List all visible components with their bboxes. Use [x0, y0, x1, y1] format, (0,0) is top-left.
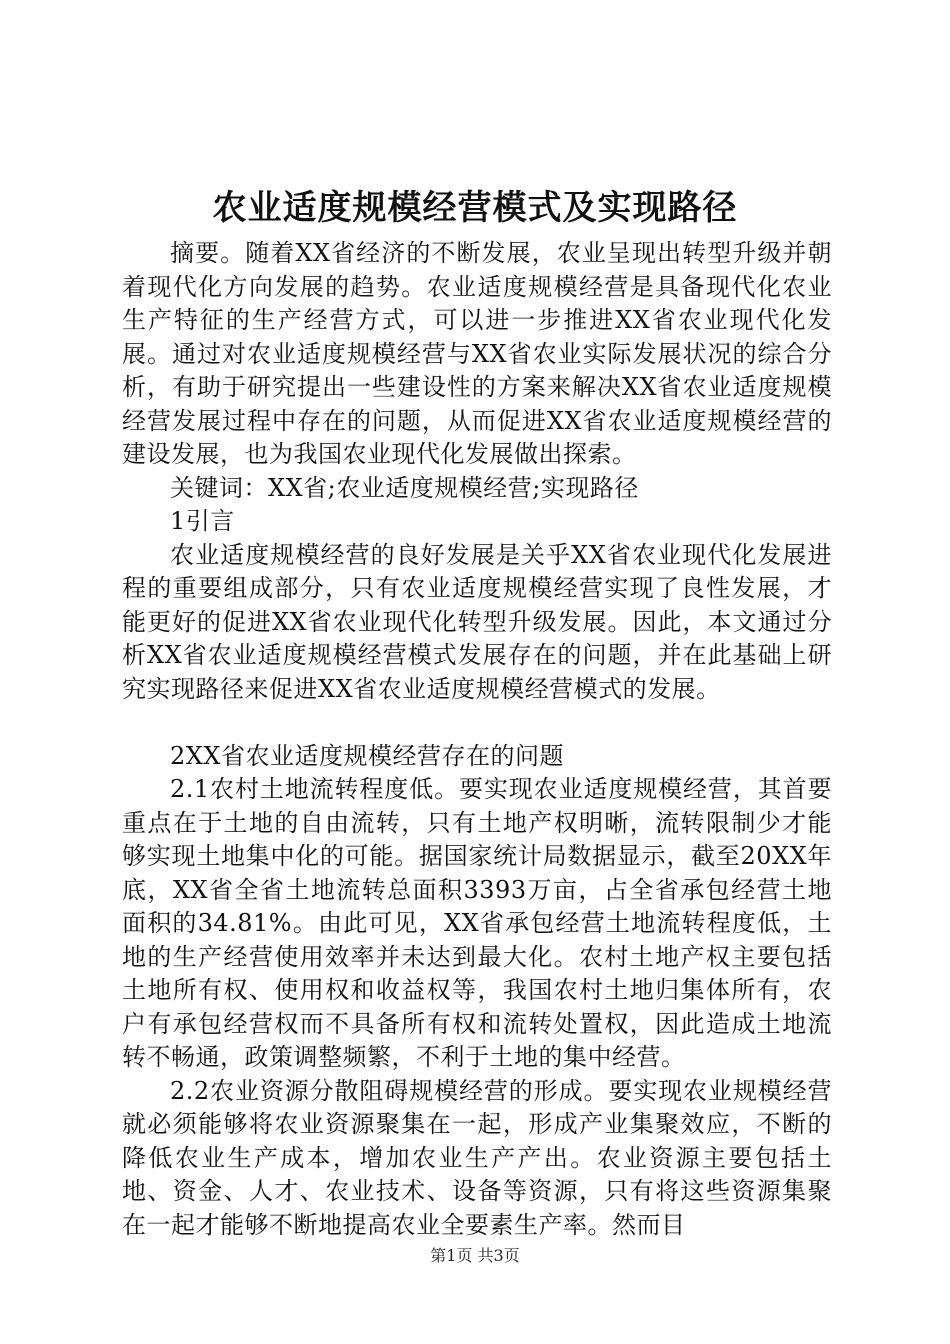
section-1-heading: 1引言	[170, 507, 235, 535]
page-footer: 第1页 共3页	[430, 1246, 520, 1265]
document-body	[122, 237, 832, 1242]
section-2-heading: 2XX省农业适度规模经营存在的问题	[170, 741, 564, 770]
section-2-2-paragraph: 2.2农业资源分散阻碍规模经营的形成。要实现农业规模经营就必须能够将农业资源聚集在一起，形成产业集聚效应，不断的降低农业生产成本，增加农业生产产出。农业资源主要包括土地、资金、人才、农业技术、设备等资源，只有将这些资源集聚在一起才能够不断地提高农业全要素生产率。然而目	[122, 1076, 832, 1239]
document-title: 农业适度规模经营模式及实现路径	[212, 188, 738, 228]
section-2-1-paragraph: 2.1农村土地流转程度低。要实现农业适度规模经营，其首要重点在于土地的自由流转，只有土地产权明晰，流转限制少才能够实现土地集中化的可能。据国家统计局数据显示，截至20XX年底，XX省全省土地流转总面积3393万亩，占全省承包经营土地面积的34.81%。由此可见，XX省承包经营土地流转程度低，土地的生产经营使用效率并未达到最大化。农村土地产权主要包括土地所有权、使用权和收益权等，我国农村土地归集体所有，农户有承包经营权而不具备所有权和流转处置权，因此造成土地流转不畅通，政策调整频繁，不利于土地的集中经营。	[122, 775, 832, 1071]
section-1-paragraph: 农业适度规模经营的良好发展是关乎XX省农业现代化发展进程的重要组成部分，只有农业适度规模经营实现了良性发展，才能更好的促进XX省农业现代化转型升级发展。因此，本文通过分析XX省农业适度规模经营模式发展存在的问题，并在此基础上研究实现路径来促进XX省农业适度规模经营模式的发展。	[122, 540, 832, 703]
abstract-paragraph: 摘要。随着XX省经济的不断发展，农业呈现出转型升级并朝着现代化方向发展的趋势。农业适度规模经营是具备现代化农业生产特征的生产经营方式，可以进一步推进XX省农业现代化发展。通过对农业适度规模经营与XX省农业实际发展状况的综合分析，有助于研究提出一些建设性的方案来解决XX省农业适度规模经营发展过程中存在的问题，从而促进XX省农业适度规模经营的建设发展，也为我国农业现代化发展做出探索。	[122, 239, 832, 468]
keywords-line: 关键词：XX省;农业适度规模经营;实现路径	[170, 473, 639, 502]
blank-line	[122, 706, 832, 740]
